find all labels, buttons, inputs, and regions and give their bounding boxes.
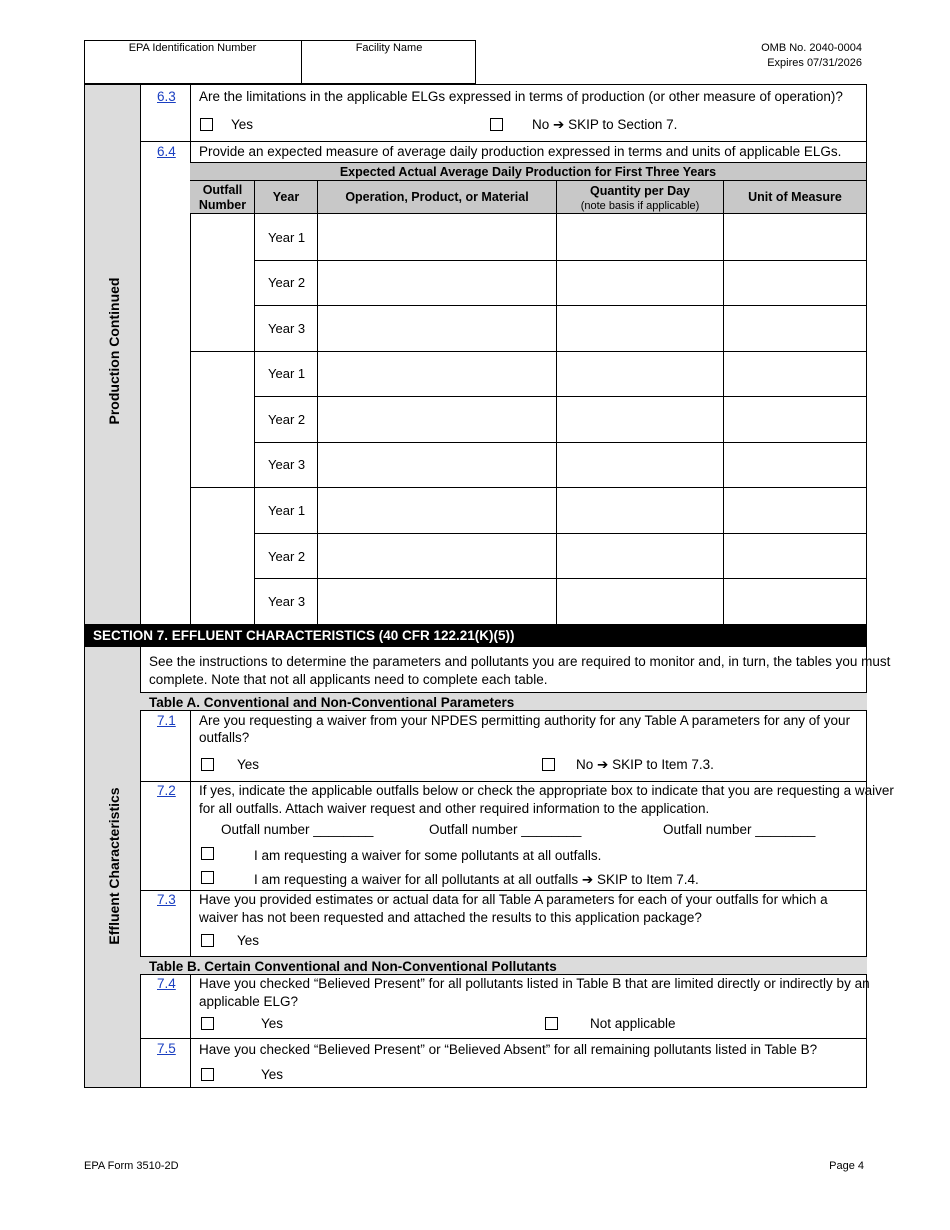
q73-text-line1: Have you provided estimates or actual data for all Table A parameters for each of your outfalls for which a [199, 892, 828, 907]
q74-not-applicable-checkbox[interactable] [545, 1017, 558, 1030]
year-cell: Year 3 [268, 594, 306, 609]
facility-name-label: Facility Name [355, 42, 423, 54]
effluent-sidebar-label: Effluent Characteristics [106, 787, 122, 945]
epa-id-label: EPA Identification Number [128, 42, 257, 54]
col-operation: Operation, Product, or Material [345, 190, 529, 204]
table-rule-4 [723, 181, 724, 624]
sidebar-divider [140, 647, 141, 1088]
year-cell: Year 1 [268, 503, 306, 518]
section7-intro-line2: complete. Note that not all applicants need to complete each table. [149, 672, 548, 687]
q75-text: Have you checked “Believed Present” or “Believed Absent” for all remaining pollutants listed in Table B? [199, 1042, 818, 1057]
col-outfall-number: Outfall Number [198, 183, 247, 212]
year-cell: Year 1 [268, 230, 306, 245]
q63-yes-label: Yes [231, 117, 254, 132]
production-sidebar-label: Production Continued [106, 277, 122, 425]
q72-all-pollutants-checkbox[interactable] [201, 871, 214, 884]
table-rule-3 [556, 181, 557, 624]
q72-text-line2: for all outfalls. Attach waiver request and other required information to the application. [199, 801, 710, 816]
group-rule [190, 487, 867, 488]
col-year: Year [272, 190, 300, 204]
q74-yes-label: Yes [261, 1016, 284, 1031]
year-cell: Year 2 [268, 549, 306, 564]
q73-text-line2: waiver has not been requested and attached the results to this application package? [199, 910, 702, 925]
q72-outfall-number-3[interactable]: Outfall number ________ [663, 822, 816, 837]
q63-number[interactable]: 6.3 [157, 89, 176, 104]
q71-number[interactable]: 7.1 [157, 713, 176, 728]
q72-all-pollutants-label: I am requesting a waiver for all pollutants at all outfalls ➔ SKIP to Item 7.4. [254, 872, 699, 887]
q71-yes-checkbox[interactable] [201, 758, 214, 771]
q72-bottom-rule [140, 890, 867, 891]
q71-bottom-rule [140, 781, 867, 782]
q71-yes-label: Yes [237, 757, 260, 772]
q74-text-line1: Have you checked “Believed Present” for all pollutants listed in Table B that are limited directly or indirectly by an [199, 976, 870, 991]
omb-number: OMB No. 2040-0004 [761, 42, 862, 54]
q72-some-pollutants-label: I am requesting a waiver for some pollutants at all outfalls. [254, 848, 602, 863]
q72-outfall-number-1[interactable]: Outfall number ________ [221, 822, 374, 837]
q63-bottom-rule [140, 141, 867, 142]
tableB-title: Table B. Certain Conventional and Non-Conventional Pollutants [140, 956, 867, 975]
q75-number[interactable]: 7.5 [157, 1041, 176, 1056]
section7-intro-line1: See the instructions to determine the parameters and pollutants you are required to monitor and, in turn, the tables you must [149, 654, 891, 669]
q73-yes-label: Yes [237, 933, 260, 948]
section7-title: SECTION 7. EFFLUENT CHARACTERISTICS (40 CFR 122.21(K)(5)) [84, 624, 867, 647]
q72-number[interactable]: 7.2 [157, 783, 176, 798]
q63-yes-checkbox[interactable] [200, 118, 213, 131]
row-rule [254, 578, 867, 579]
q75-yes-label: Yes [261, 1067, 284, 1082]
year-cell: Year 3 [268, 457, 306, 472]
year-cell: Year 3 [268, 321, 306, 336]
col-quantity: Quantity per Day [589, 184, 691, 198]
q63-no-label: No ➔ SKIP to Section 7. [532, 117, 678, 132]
row-rule [254, 305, 867, 306]
row-rule [254, 442, 867, 443]
row-rule [254, 260, 867, 261]
q74-text-line2: applicable ELG? [199, 994, 299, 1009]
q63-text: Are the limitations in the applicable ELGs expressed in terms of production (or other measure of operation)? [199, 89, 843, 104]
q74-number[interactable]: 7.4 [157, 976, 176, 991]
row-rule [254, 533, 867, 534]
q74-bottom-rule [140, 1038, 867, 1039]
col-unit-of-measure: Unit of Measure [748, 190, 842, 204]
q74-yes-checkbox[interactable] [201, 1017, 214, 1030]
row-rule [254, 396, 867, 397]
q64-text: Provide an expected measure of average daily production expressed in terms and units of applicable ELGs. [199, 144, 842, 159]
year-cell: Year 2 [268, 412, 306, 427]
q73-number[interactable]: 7.3 [157, 892, 176, 907]
q73-yes-checkbox[interactable] [201, 934, 214, 947]
form-number: EPA Form 3510-2D [84, 1160, 179, 1172]
q63-no-checkbox[interactable] [490, 118, 503, 131]
number-column-divider [190, 711, 191, 956]
number-column-divider [190, 975, 191, 1088]
epa-id-input[interactable] [86, 56, 299, 82]
q72-text-line1: If yes, indicate the applicable outfalls below or check the appropriate box to indicate that you are requesting a waiver [199, 783, 894, 798]
table-rule-2 [317, 181, 318, 624]
tableA-title: Table A. Conventional and Non-Conventional Parameters [140, 692, 867, 711]
q71-text-line2: outfalls? [199, 730, 250, 745]
group-rule [190, 351, 867, 352]
q71-no-checkbox[interactable] [542, 758, 555, 771]
facility-name-input[interactable] [304, 56, 474, 82]
q74-not-applicable-label: Not applicable [590, 1016, 676, 1031]
col-quantity-note: (note basis if applicable) [580, 200, 700, 212]
q72-outfall-number-2[interactable]: Outfall number ________ [429, 822, 582, 837]
year-cell: Year 1 [268, 366, 306, 381]
page-number: Page 4 [829, 1160, 864, 1172]
q71-no-label: No ➔ SKIP to Item 7.3. [576, 757, 714, 772]
q71-text-line1: Are you requesting a waiver from your NPDES permitting authority for any Table A parameters for any of your [199, 713, 851, 728]
q72-some-pollutants-checkbox[interactable] [201, 847, 214, 860]
production-table-title: Expected Actual Average Daily Production for First Three Years [190, 162, 866, 181]
omb-expiration: Expires 07/31/2026 [767, 57, 862, 69]
q64-number[interactable]: 6.4 [157, 144, 176, 159]
table-rule-1 [254, 181, 255, 624]
q75-yes-checkbox[interactable] [201, 1068, 214, 1081]
year-cell: Year 2 [268, 275, 306, 290]
sidebar-divider [140, 84, 141, 624]
